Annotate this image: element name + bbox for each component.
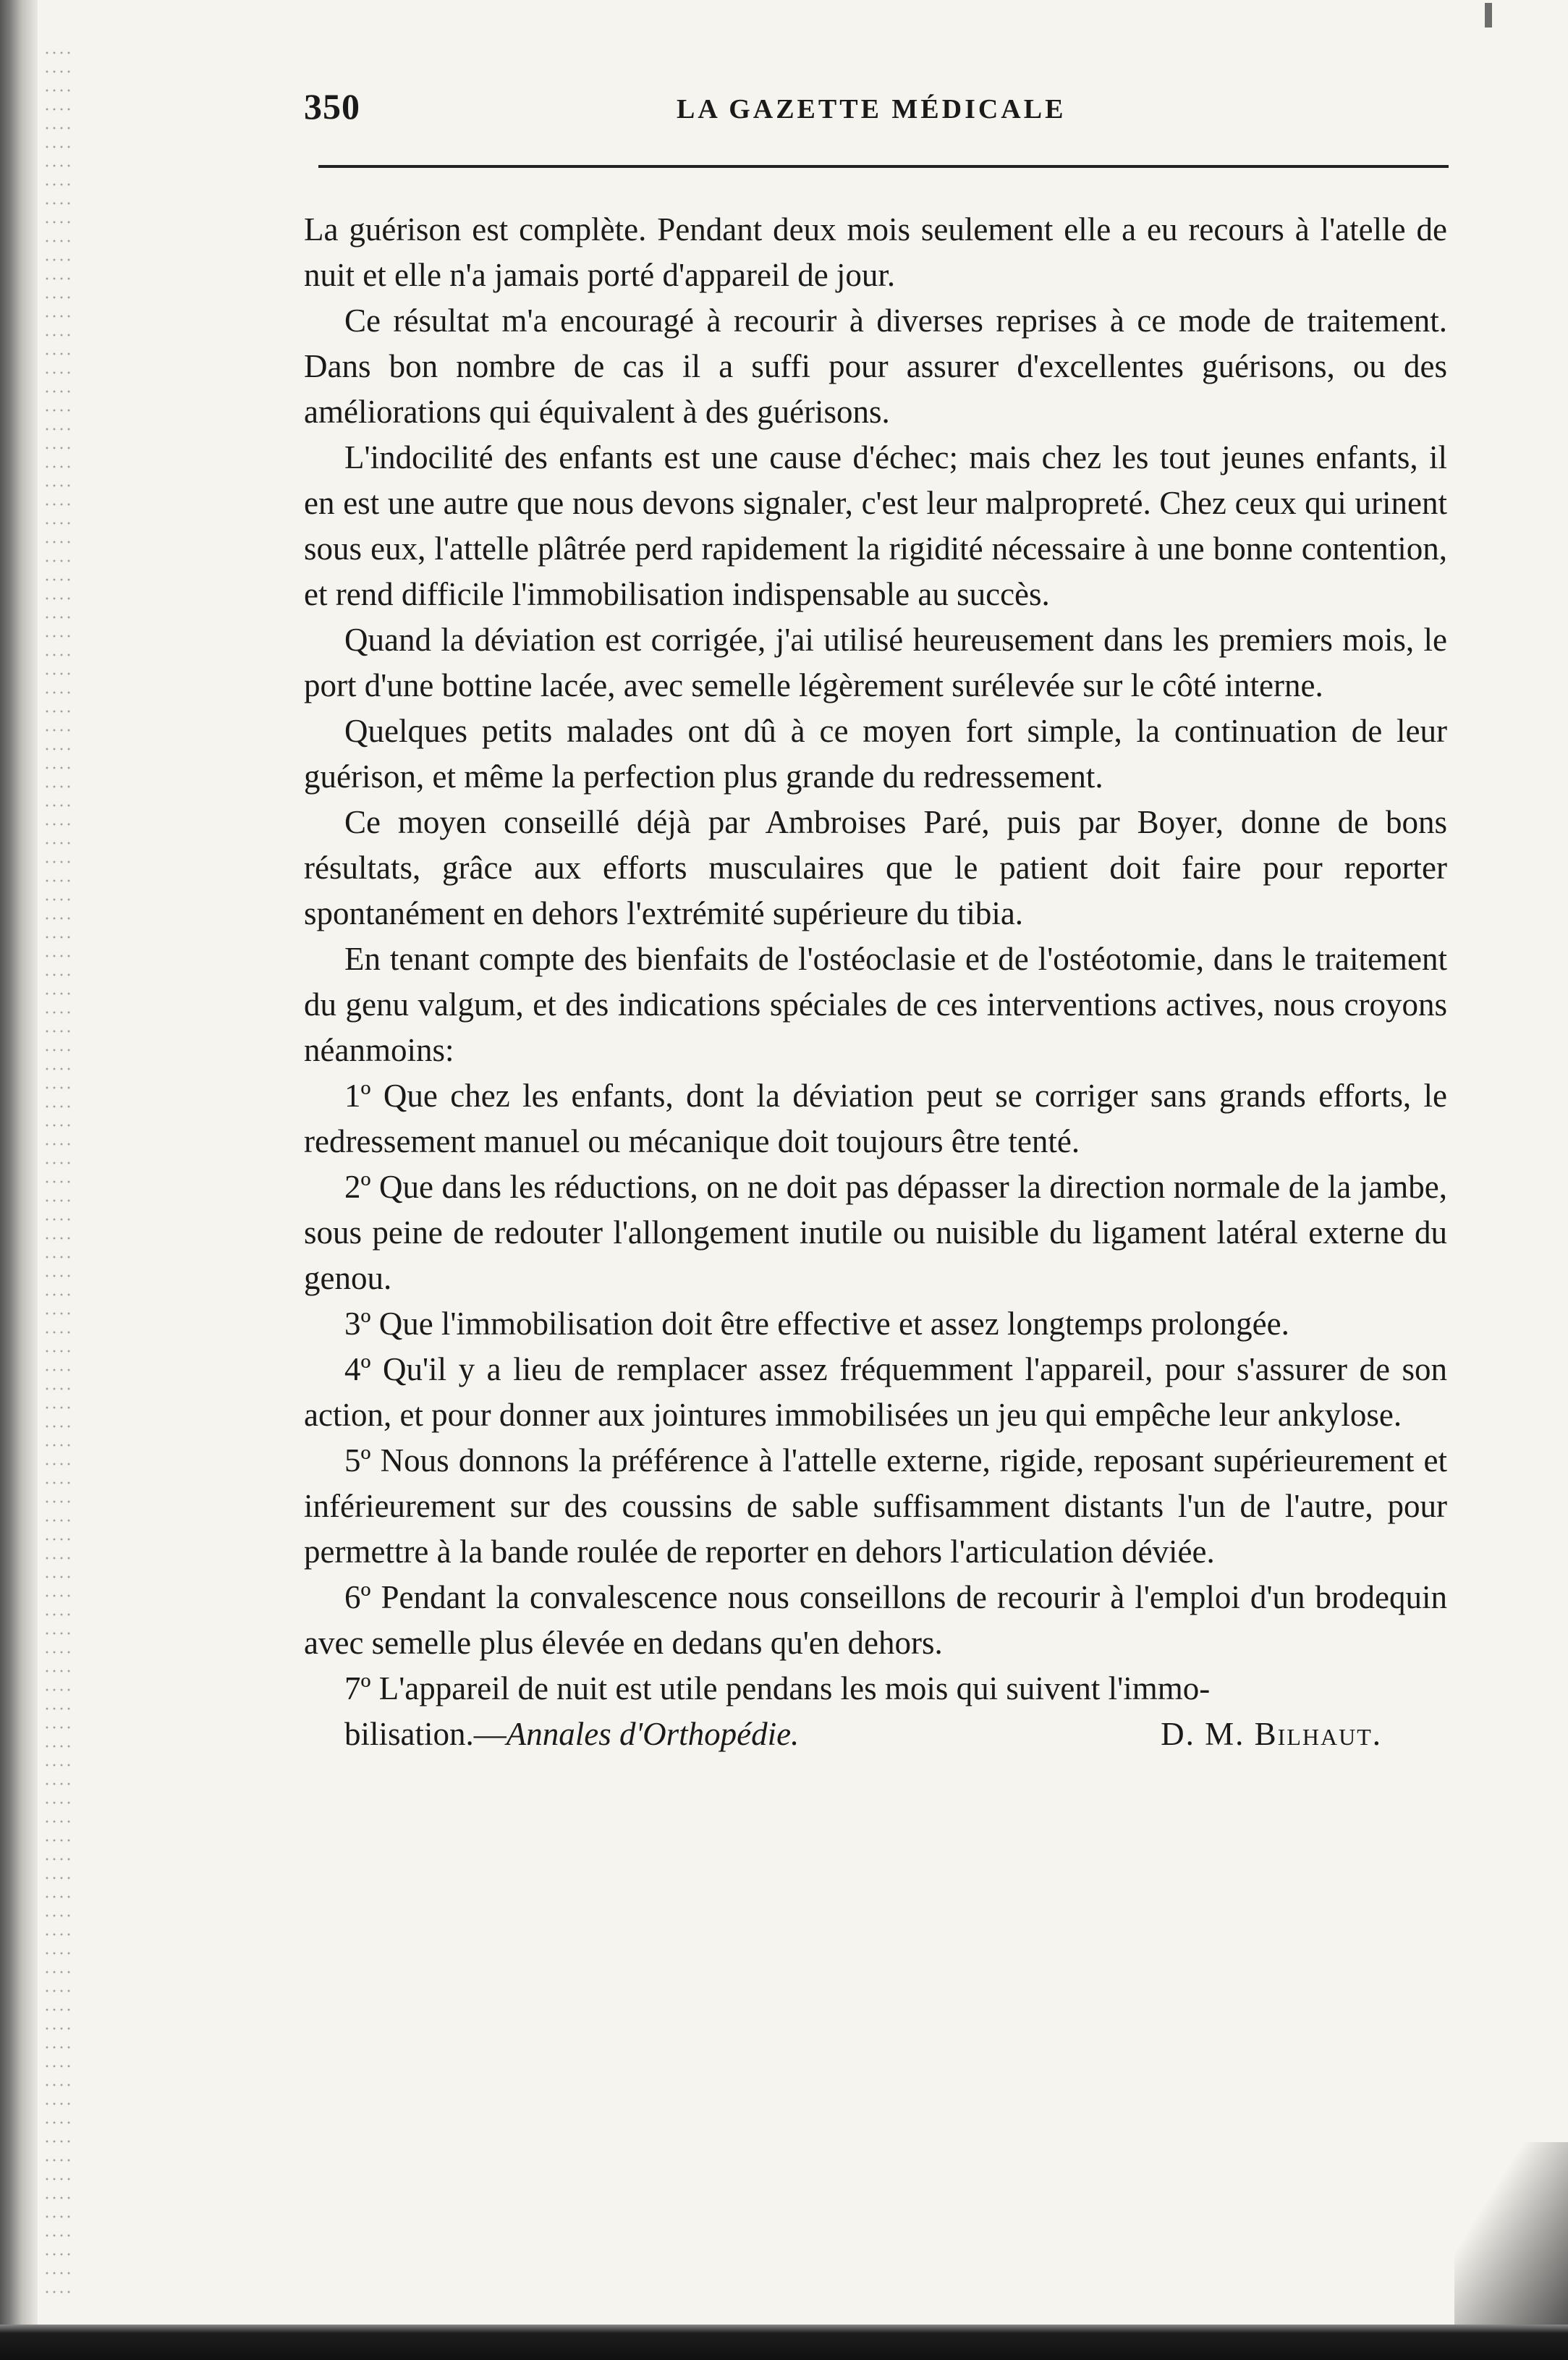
list-item: 1º Que chez les enfants, dont la déviation peut se corriger sans grands efforts, le redressement manuel ou mécanique doit toujours être tenté. (304, 1078, 1447, 1159)
author-surname: Bilhaut. (1254, 1716, 1382, 1752)
source-citation (304, 1712, 799, 1757)
list-item: 6º Pendant la convalescence nous conseillons de recourir à l'emploi d'un brodequin avec semelle plus élevée en dedans qu'en dehors. (304, 1579, 1447, 1661)
list-item: 2º Que dans les réductions, on ne doit pas dépasser la direction normale de la jambe, sous peine de redouter l'allongement inutile ou nuisible du ligament latéral externe du genou. (304, 1169, 1447, 1296)
paragraph: En tenant compte des bienfaits de l'ostéoclasie et de l'ostéotomie, dans le traitement du genu valgum, et des indications spéciales de ces interventions actives, nous croyons néanmoins: (304, 941, 1447, 1068)
list-item: 5º Nous donnons la préférence à l'attelle externe, rigide, reposant supérieurement et inférieurement sur des coussins de sable suffisamment distants l'un de l'autre, pour permettre à la bande roulée de reporter en dehors l'articulation déviée. (304, 1442, 1447, 1570)
source-title: Annales d'Orthopédie. (506, 1716, 800, 1752)
last-line-start: bilisation.— (344, 1716, 507, 1752)
scan-corner-shadow (1454, 2142, 1568, 2325)
paragraph: Quand la déviation est corrigée, j'ai utilisé heureusement dans les premiers mois, le port d'une bottine lacée, avec semelle légèrement surélevée sur le côté interne. (304, 622, 1447, 703)
author-initials: D. M. (1161, 1716, 1245, 1752)
page-number: 350 (304, 86, 360, 127)
running-head: LA GAZETTE MÉDICALE (677, 94, 1067, 124)
signature-line (304, 1712, 1447, 1757)
paragraph: Quelques petits malades ont dû à ce moyen fort simple, la continuation de leur guérison, et même la perfection plus grande du redressement. (304, 713, 1447, 795)
list-item: 3º Que l'immobilisation doit être effective et assez longtemps prolongée. (344, 1306, 1289, 1342)
paragraph: Ce résultat m'a encouragé à recourir à diverses reprises à ce mode de traitement. Dans bon nombre de cas il a suffi pour assurer d'excellentes guérisons, ou des améliorations qui équivalent à des guérisons. (304, 303, 1447, 430)
paragraph: L'indocilité des enfants est une cause d'échec; mais chez les tout jeunes enfants, il en est une autre que nous devons signaler, c'est leur malpropreté. Chez ceux qui urinent sous eux, l'attelle plâtrée perd rapidement la rigidité nécessaire à une bonne contention, et rend difficile l'immobilisation indispensable au succès. (304, 439, 1447, 612)
author-signature (1120, 1712, 1447, 1757)
scan-bottom-edge (0, 2325, 1568, 2360)
binding-shadow (0, 0, 38, 2360)
binding-edge-marks (43, 43, 72, 2309)
header-rule (318, 165, 1449, 168)
page-header (304, 85, 1449, 143)
body-text (304, 207, 1447, 1757)
list-item: 4º Qu'il y a lieu de remplacer assez fréquemment l'appareil, pour s'assurer de son action, et pour donner aux jointures immobilisées un jeu qui empêche leur ankylose. (304, 1351, 1447, 1433)
paragraph: La guérison est complète. Pendant deux mois seulement elle a eu recours à l'atelle de nuit et elle n'a jamais porté d'appareil de jour. (304, 211, 1447, 293)
paragraph: Ce moyen conseillé déjà par Ambroises Paré, puis par Boyer, donne de bons résultats, grâce aux efforts musculaires que le patient doit faire pour reporter spontanément en dehors l'extrémité supérieure du tibia. (304, 804, 1447, 931)
list-item-last: 7º L'appareil de nuit est utile pendans les mois qui suivent l'immo- (344, 1670, 1211, 1706)
scan-corner-mark (1485, 3, 1492, 28)
